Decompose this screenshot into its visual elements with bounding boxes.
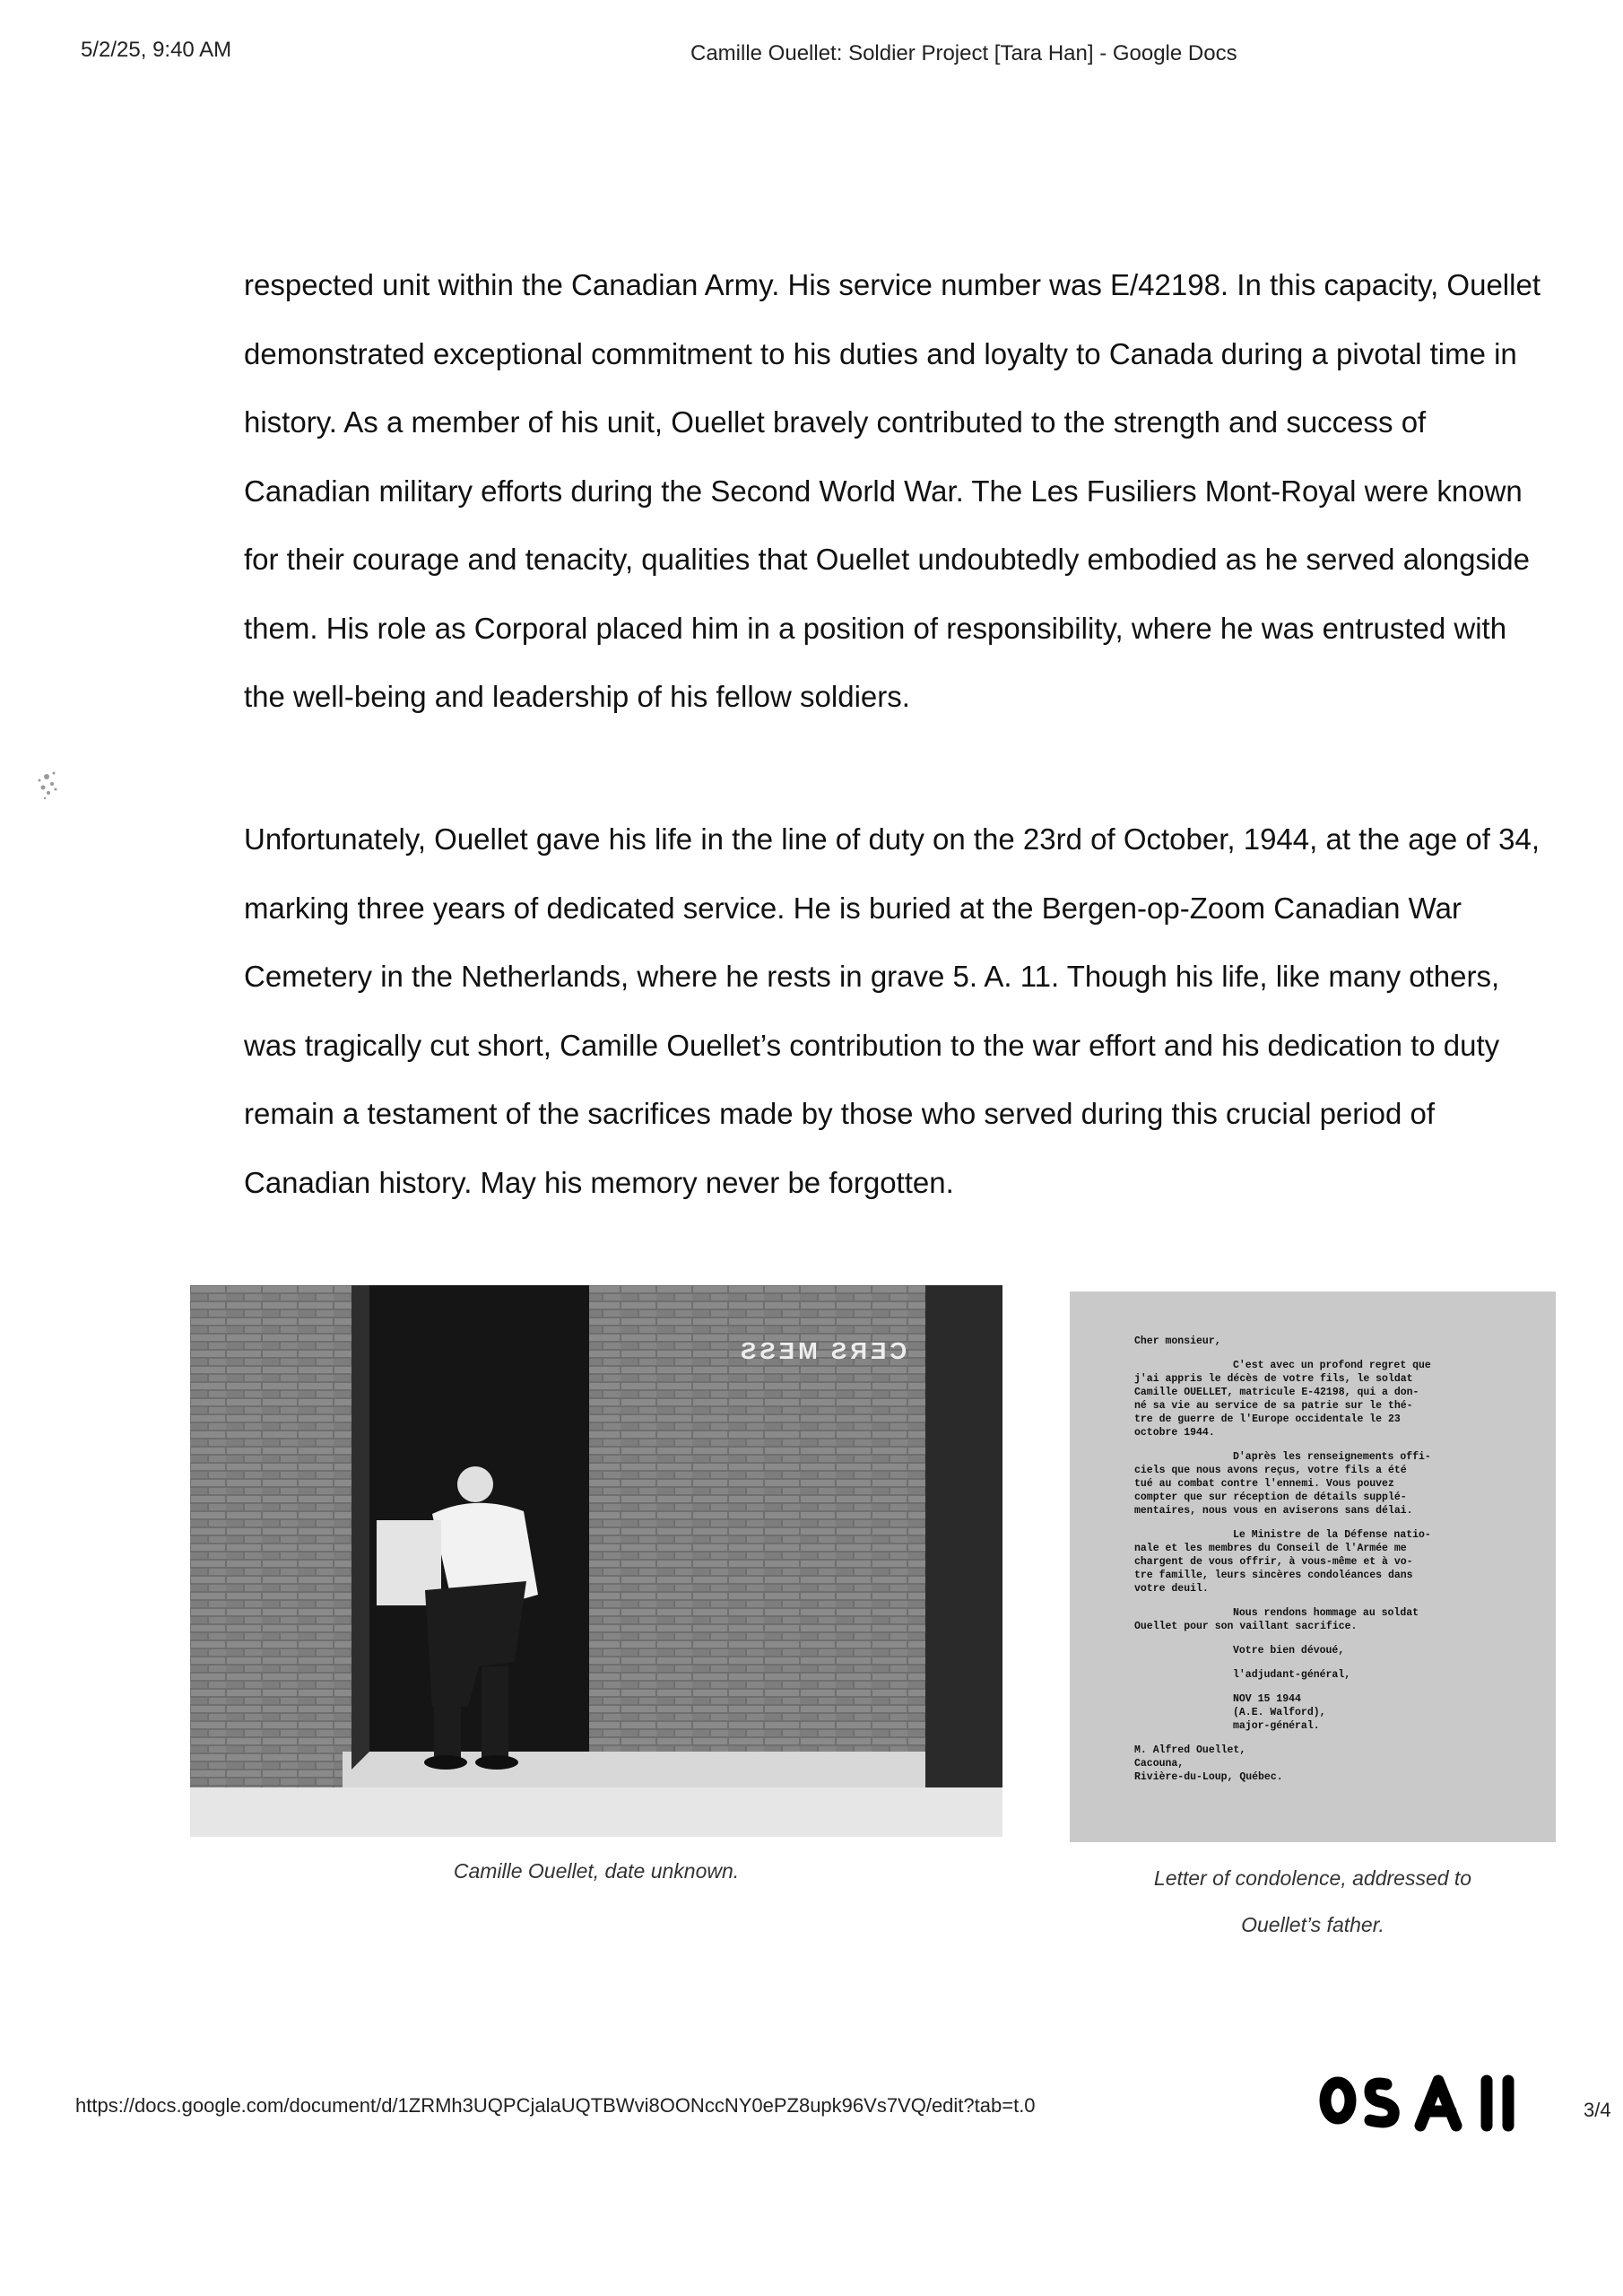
- body-paragraph-2: [244, 805, 1544, 1217]
- letter-signatory-title: l'adjudant-général,: [1233, 1669, 1351, 1681]
- letter-line: mentaires, nous vous en aviserons sans délai.: [1134, 1505, 1413, 1517]
- letter-addressee-line: Cacouna,: [1134, 1758, 1185, 1770]
- letter-caption-line-2: Ouellet’s father.: [1241, 1913, 1384, 1936]
- letter-line: tre famille, leurs sincères condoléances dans: [1134, 1570, 1413, 1581]
- letter-line: Ouellet pour son vaillant sacrifice.: [1134, 1621, 1358, 1632]
- letter-line: tué au combat contre l'ennemi. Vous pouvez: [1134, 1478, 1394, 1490]
- letter-line: né sa vie au service de sa patrie sur le thé-: [1134, 1400, 1413, 1412]
- letter-caption: [1070, 1855, 1556, 1948]
- page-number: 3/4: [1584, 2099, 1611, 2121]
- handwritten-grave-note: [1315, 2054, 1530, 2144]
- letter-signatory-rank: major-général.: [1233, 1720, 1320, 1732]
- document-url[interactable]: https://docs.google.com/document/d/1ZRMh3UQPCjalaUQTBWvi8OONccNY0ePZ8upk96Vs7VQ/edit?tab=t.0: [75, 2094, 1036, 2117]
- letter-text: [1134, 1335, 1529, 1784]
- letter-line: C'est avec un profond regret que: [1233, 1360, 1431, 1371]
- letter-line: Camille OUELLET, matricule E-42198, qui a don-: [1134, 1387, 1419, 1398]
- soldier-photo: [190, 1285, 1002, 1837]
- letter-line: D'après les renseignements offi-: [1233, 1451, 1431, 1463]
- body-paragraph-1: [244, 251, 1544, 732]
- letter-salutation: Cher monsieur,: [1134, 1335, 1221, 1347]
- handwritten-note-drawing: [1315, 2054, 1530, 2144]
- photo-caption: Camille Ouellet, date unknown.: [453, 1859, 740, 1883]
- letter-line: chargent de vous offrir, à vous-même et à vo-: [1134, 1556, 1413, 1568]
- letter-line: octobre 1944.: [1134, 1427, 1215, 1439]
- paragraph-text: Unfortunately, Ouellet gave his life in the line of duty on the 23rd of October, 1944, at the age of 34, marking three years of dedicated service. He is buried at the Bergen-op-Zoom Canadian War Cemetery in the Netherlands, where he rests in grave 5. A. 11. Though his life, like many others, was tragically cut short, Camille Ouellet’s contribution to the war effort and his dedication to duty remain a testament of the sacrifices made by those who served during this crucial period of Canadian history. May his memory never be forgotten.: [244, 822, 1540, 1199]
- letter-line: nale et les membres du Conseil de l'Armée me: [1134, 1543, 1407, 1554]
- document-title: Camille Ouellet: Soldier Project [Tara Han] - Google Docs: [690, 41, 1237, 65]
- letter-line: Le Ministre de la Défense natio-: [1233, 1529, 1431, 1541]
- letter-closing: Votre bien dévoué,: [1233, 1645, 1345, 1657]
- letter-line: compter que sur réception de détails supplé-: [1134, 1492, 1407, 1503]
- letter-line: tre de guerre de l'Europe occidentale le 23: [1134, 1413, 1401, 1425]
- letter-line: Nous rendons hommage au soldat: [1233, 1607, 1419, 1619]
- print-datetime: 5/2/25, 9:40 AM: [81, 38, 232, 62]
- letter-date-stamp: NOV 15 1944: [1233, 1693, 1301, 1705]
- scan-speck: [27, 759, 72, 813]
- letter-line: ciels que nous avons reçus, votre fils a été: [1134, 1465, 1407, 1476]
- letter-line: votre deuil.: [1134, 1583, 1209, 1595]
- letter-signatory-name: (A.E. Walford),: [1233, 1707, 1326, 1718]
- letter-addressee-line: M. Alfred Ouellet,: [1134, 1744, 1246, 1756]
- photo-sign-text: CERS MESS: [737, 1337, 907, 1364]
- letter-caption-line-1: Letter of condolence, addressed to: [1153, 1866, 1472, 1890]
- paragraph-text: respected unit within the Canadian Army. His service number was E/42198. In this capacity, Ouellet demonstrated exceptional commitment to his duties and loyalty to Canada during a pivotal time in history. As a member of his unit, Ouellet bravely contributed to the strength and success of Canadian military efforts during the Second World War. The Les Fusiliers Mont-Royal were known for their courage and tenacity, qualities that Ouellet undoubtedly embodied as he served alongside them. His role as Corporal placed him in a position of responsibility, where he was entrusted with the well-being and leadership of his fellow soldiers.: [244, 268, 1541, 713]
- condolence-letter-image: [1070, 1292, 1556, 1842]
- letter-line: j'ai appris le décès de votre fils, le soldat: [1134, 1373, 1413, 1385]
- letter-addressee-line: Rivière-du-Loup, Québec.: [1134, 1771, 1283, 1783]
